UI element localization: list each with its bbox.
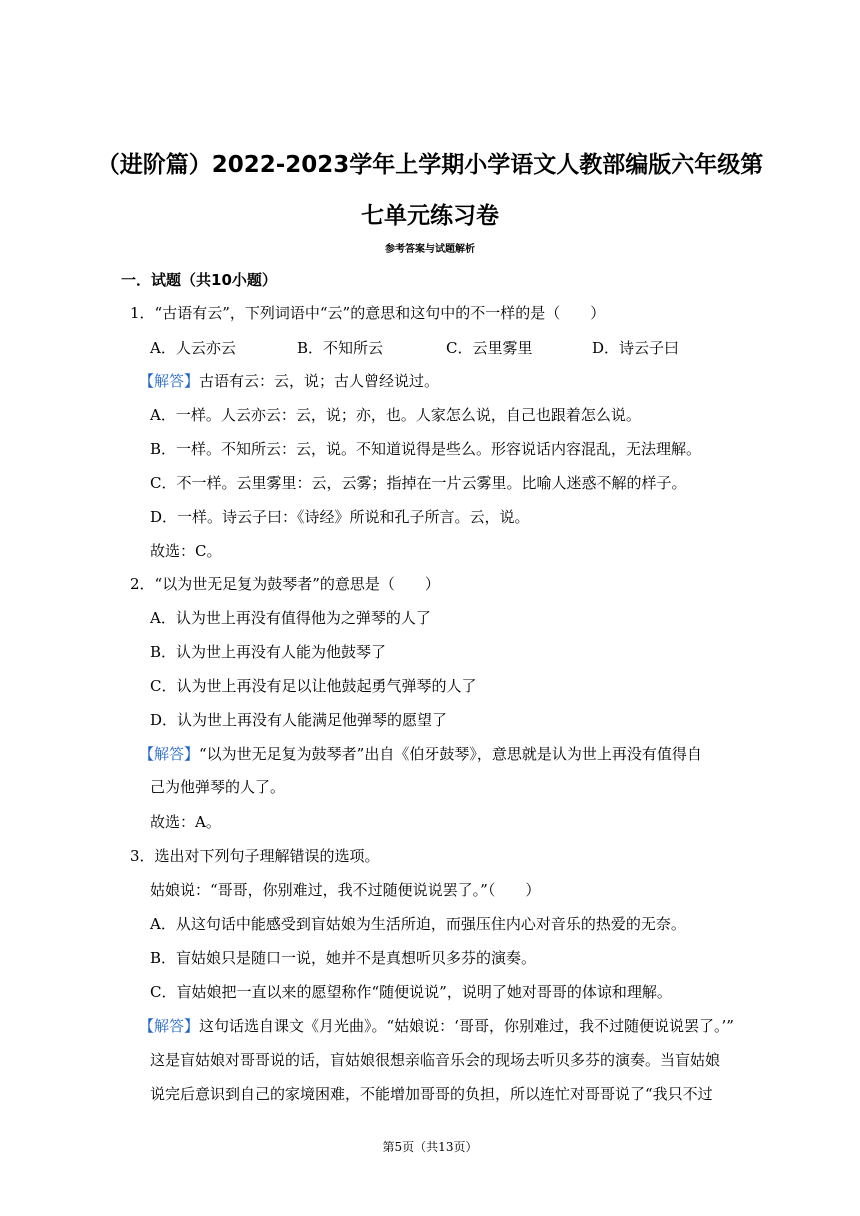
q3-stem: 3．选出对下列句子理解错误的选项。 [130,847,380,865]
q3-answer-line2: 这是盲姑娘对哥哥说的话，盲姑娘很想亲临音乐会的现场去听贝多芬的演奏。当盲姑娘 [150,1051,721,1069]
q2-option-b: B．认为世上再没有人能为他鼓琴了 [150,643,387,661]
q3-option-b: B．盲姑娘只是随口一说，她并不是真想听贝多芬的演奏。 [150,949,537,967]
q1-choice: 故选：C。 [150,542,222,560]
q1-explain-b: B．一样。不知所云：云，说。不知道说得是些么。形容说话内容混乱，无法理解。 [150,440,702,458]
q3-answer-tag: 【解答】 [139,1017,200,1035]
q3-answer-line3: 说完后意识到自己的家境困难，不能增加哥哥的负担，所以连忙对哥哥说了“我只不过 [150,1085,713,1103]
doc-title-line2: 七单元练习卷 [361,203,499,229]
q1-answer [139,371,439,391]
q2-answer-cont: 己为他弹琴的人了。 [150,778,286,796]
q1-option-a: A．人云亦云 [150,339,236,357]
q1-answer-tag: 【解答】 [139,372,200,390]
q3-option-a: A．从这句话中能感受到盲姑娘为生活所迫，而强压住内心对音乐的热爱的无奈。 [150,915,686,933]
doc-subtitle: 参考答案与试题解析 [385,244,475,255]
q3-option-c: C．盲姑娘把一直以来的愿望称作“随便说说”，说明了她对哥哥的体谅和理解。 [150,983,672,1001]
q2-answer-text: “以为世无足复为鼓琴者”出自《伯牙鼓琴》，意思就是认为世上再没有值得自 [199,745,702,763]
q2-stem: 2．“以为世无足复为鼓琴者”的意思是（ ） [130,575,440,593]
q2-choice: 故选：A。 [150,813,221,831]
q1-option-d: D．诗云子曰 [592,339,680,357]
q2-option-c: C．认为世上再没有足以让他鼓起勇气弹琴的人了 [150,677,477,695]
q1-stem: 1．“古语有云”，下列词语中“云”的意思和这句中的不一样的是（ ） [130,304,606,322]
q1-option-b: B．不知所云 [297,339,384,357]
q2-option-a: A．认为世上再没有值得他为之弹琴的人了 [150,609,431,627]
q2-option-d: D．认为世上再没有人能满足他弹琴的愿望了 [150,711,448,729]
q1-explain-c: C．不一样。云里雾里：云，云雾；指掉在一片云雾里。比喻人迷惑不解的样子。 [150,474,687,492]
q1-explain-a: A．一样。人云亦云：云，说；亦，也。人家怎么说，自己也跟着怎么说。 [150,406,641,424]
doc-title-line1: （进阶篇）2022-2023学年上学期小学语文人教部编版六年级第 [96,152,764,178]
q1-answer-text: 古语有云：云，说；古人曾经说过。 [199,372,440,390]
page-footer: 第5页（共13页） [382,1140,478,1154]
q2-answer [139,744,702,764]
q3-answer [139,1016,734,1036]
q1-explain-d: D．一样。诗云子曰：《诗经》所说和孔子所言。云，说。 [150,508,530,526]
q2-answer-tag: 【解答】 [139,745,200,763]
q3-quote: 姑娘说：“哥哥，你别难过，我不过随便说说罢了。”（ ） [150,881,541,899]
q1-option-c: C．云里雾里 [446,339,533,357]
section-heading: 一．试题（共10小题） [121,271,277,289]
q3-answer-text: 这句话选自课文《月光曲》。“姑娘说：‘哥哥，你别难过，我不过随便说说罢了。’” [199,1017,734,1035]
